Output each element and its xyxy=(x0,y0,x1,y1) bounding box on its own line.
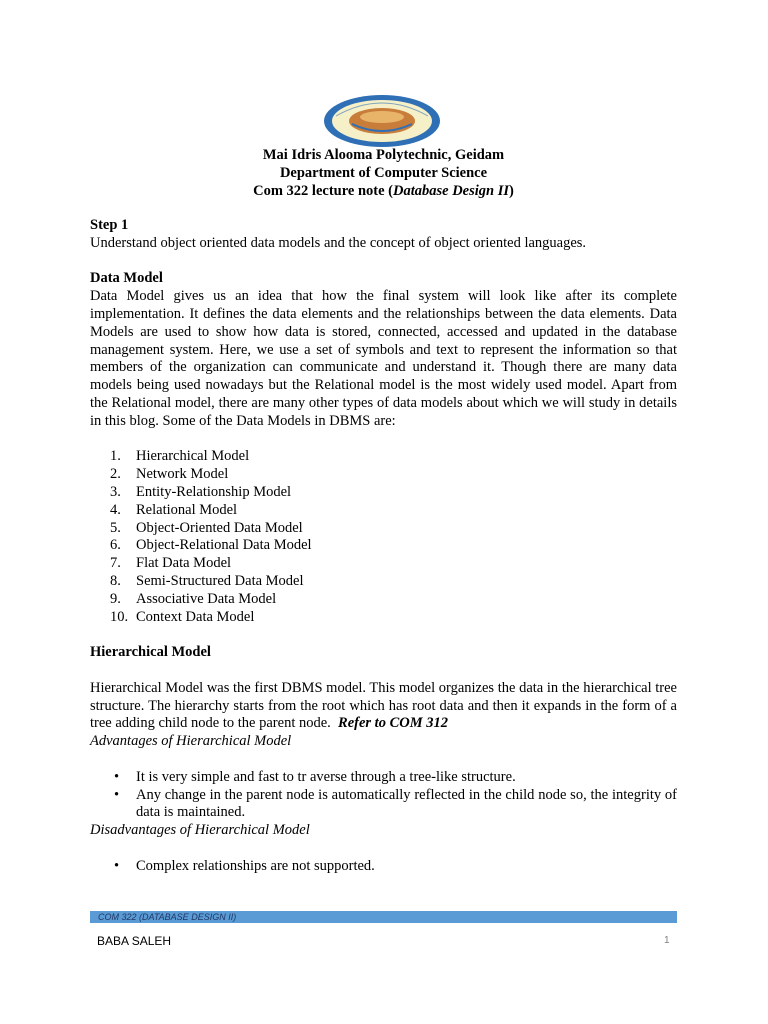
data-model-paragraph: Data Model gives us an idea that how the final system will look like after its complete implementation. It defines the data elements and the relationships between the data elements. Data Models are used to show how data is stored, connected, accessed and updated in the database management system. Here, we use a set of symbols and text to represent the information so that members of the organization can communicate and understand it. Though there are many data models being used nowadays but the Relational model is the most widely used model. Apart from the Relational model, there are many other types of data models about which we will study in details in this blog. Some of the Data Models in DBMS are: xyxy=(90,288,677,429)
institution-name: Mai Idris Alooma Polytechnic, Geidam xyxy=(262,147,505,163)
document-body xyxy=(90,217,677,875)
disadvantages-heading: Disadvantages of Hierarchical Model xyxy=(90,822,310,839)
list-item: 6. Object-Relational Data Model xyxy=(110,537,312,554)
refer-note: Refer to COM 312 xyxy=(338,715,448,732)
advantages-list xyxy=(90,769,677,822)
advantages-heading: Advantages of Hierarchical Model xyxy=(90,733,292,750)
hierarchical-paragraph: Hierarchical Model was the first DBMS model. This model organizes the data in the hierarchical tree structure. The hierarchy starts from the root which has root data and then it expands in the form of a tree adding child node to the parent node. Refer to COM 312 xyxy=(90,679,677,732)
list-item: 7. Flat Data Model xyxy=(110,555,232,572)
step1-text: Understand object oriented data models and the concept of object oriented languages. xyxy=(90,234,587,251)
course-title: Com 322 lecture note (Database Design II) xyxy=(253,183,514,199)
list-item: 2. Network Model xyxy=(110,466,229,483)
footer-course: COM 322 (DATABASE DESIGN II) xyxy=(98,912,237,922)
data-model-heading: Data Model xyxy=(90,270,163,287)
list-item: • It is very simple and fast to tr averse through a tree-like structure. xyxy=(136,769,677,787)
department-name: Department of Computer Science xyxy=(279,165,488,181)
footer-bar xyxy=(90,911,677,923)
list-item: 4. Relational Model xyxy=(110,501,238,518)
list-item: 10. Context Data Model xyxy=(110,608,255,625)
hierarchical-heading: Hierarchical Model xyxy=(90,644,211,661)
list-item: 9. Associative Data Model xyxy=(110,590,277,607)
data-models-list xyxy=(90,448,677,626)
polytechnic-logo xyxy=(322,94,442,148)
document-header xyxy=(90,146,677,200)
disadvantages-list xyxy=(90,858,677,876)
step1-heading: Step 1 xyxy=(90,217,129,233)
footer-author: BABA SALEH xyxy=(97,934,172,948)
list-item: 3. Entity-Relationship Model xyxy=(110,483,292,500)
list-item: • Any change in the parent node is automatically reflected in the child node so, the integrity of data is maintained. xyxy=(136,787,677,823)
list-item: 1. Hierarchical Model xyxy=(110,448,250,465)
list-item: 8. Semi-Structured Data Model xyxy=(110,572,304,589)
page-number: 1 xyxy=(664,935,670,946)
logo-seal-icon xyxy=(322,94,442,148)
list-item: 5. Object-Oriented Data Model xyxy=(110,519,303,536)
course-subtitle: Database Design II xyxy=(393,183,510,199)
list-item: • Complex relationships are not supported. xyxy=(136,858,677,876)
